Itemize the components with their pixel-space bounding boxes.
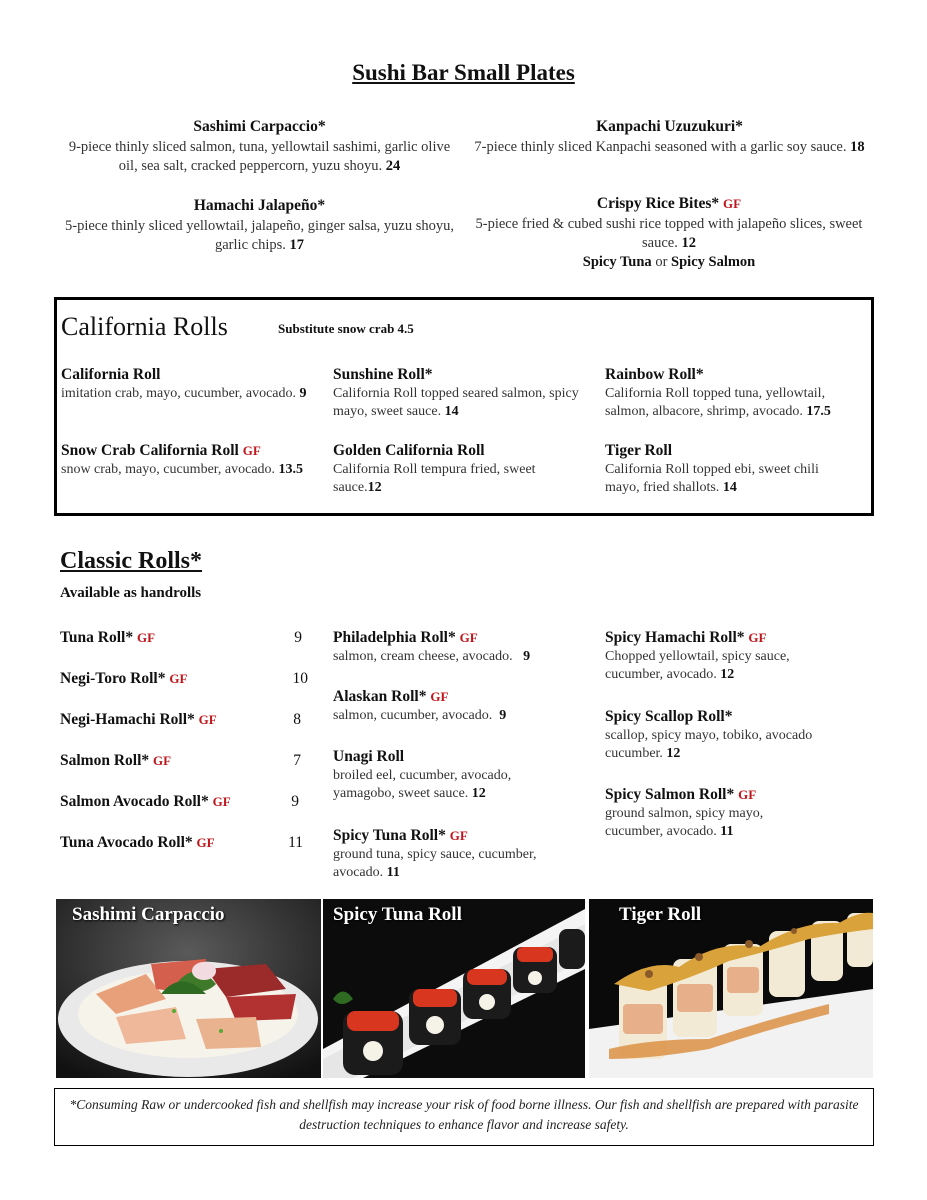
item-price: 8 [293, 711, 301, 728]
item-name: Hamachi Jalapeño* [193, 197, 326, 214]
item-price: 18 [850, 139, 865, 155]
item-name: Rainbow Roll* [605, 366, 704, 383]
item-description: 5-piece fried & cubed sushi rice topped with jalapeño slices, sweet sauce. [475, 216, 863, 251]
item-name [333, 629, 583, 647]
roll-item [61, 442, 323, 479]
item-name-text: Snow Crab California Roll [61, 442, 239, 459]
item-description: ground tuna, spicy sauce, cucumber, avocado. [333, 847, 537, 880]
item-description: broiled eel, cucumber, avocado, yamagobo, sweet sauce. [333, 768, 512, 801]
item-price: 12 [681, 235, 696, 251]
gf-badge: GF [748, 630, 767, 645]
item-description: California Roll topped tuna, yellowtail, salmon, albacore, shrimp, avocado. [605, 386, 826, 419]
gf-badge: GF [738, 787, 757, 802]
california-rolls-title: California Rolls [61, 312, 228, 341]
item-name-text: Spicy Salmon Roll* [605, 786, 735, 803]
item-name: Salmon Roll* [60, 752, 150, 769]
option-b: Spicy Salmon [671, 254, 756, 270]
item-name: Golden California Roll [333, 442, 485, 459]
roll-item [61, 366, 321, 403]
classic-left-item [60, 629, 155, 647]
item-price: 11 [288, 834, 303, 851]
item-description: California Roll tempura fried, sweet sauce. [333, 462, 536, 495]
gf-badge: GF [198, 712, 217, 727]
gf-badge: GF [723, 196, 742, 211]
item-name-text: Crispy Rice Bites* [596, 195, 720, 212]
item-name [333, 688, 583, 706]
item-description: 7-piece thinly sliced Kanpachi seasoned with a garlic soy sauce. [474, 139, 847, 155]
item-price: 17 [289, 237, 304, 253]
item-name-text: Spicy Hamachi Roll* [605, 629, 745, 646]
gf-badge: GF [430, 689, 449, 704]
item-price: 9 [294, 629, 302, 646]
item-price: 13.5 [278, 462, 304, 477]
item-price: 11 [386, 865, 400, 880]
item-name [470, 194, 868, 213]
gf-badge: GF [169, 671, 188, 686]
classic-rolls-subtitle: Available as handrolls [60, 585, 202, 601]
item-price: 9 [299, 386, 307, 401]
item-name [333, 827, 578, 845]
photo-spicy-tuna-roll [323, 899, 585, 1078]
item-name: Tiger Roll [605, 442, 673, 459]
item-name [61, 442, 323, 460]
item-name: Sashimi Carpaccio* [193, 118, 326, 135]
california-rolls-subtitle: Substitute snow crab 4.5 [278, 321, 414, 336]
item-description: scallop, spicy mayo, tobiko, avocado cucumber. [605, 728, 813, 761]
item-name: Kanpachi Uzuzukuri* [596, 118, 743, 135]
item-name: Negi-Hamachi Roll* [60, 711, 195, 728]
item-price: 12 [471, 786, 486, 801]
item-name: Sunshine Roll* [333, 366, 433, 383]
classic-middle-item [333, 748, 563, 803]
item-price: 7 [293, 752, 301, 769]
item-price: 9 [291, 793, 299, 810]
item-description: salmon, cream cheese, avocado. [333, 649, 513, 664]
item-name-text: Spicy Tuna Roll* [333, 827, 446, 844]
item-description: ground salmon, spicy mayo, cucumber, avocado. [605, 806, 764, 839]
item-name: Tuna Avocado Roll* [60, 834, 193, 851]
photo-caption: Spicy Tuna Roll [333, 904, 462, 925]
photo-sashimi-carpaccio [56, 899, 321, 1078]
disclaimer: *Consuming Raw or undercooked fish and shellfish may increase your risk of food borne illness. Our fish and shellfish are prepared with parasite destruction techniques to enhance flavor and increase safety. [54, 1088, 874, 1146]
item-description: imitation crab, mayo, cucumber, avocado. [61, 386, 297, 401]
roll-item [333, 366, 588, 421]
item-description: salmon, cucumber, avocado. [333, 708, 493, 723]
item-name: Negi-Toro Roll* [60, 670, 166, 687]
page-title: Sushi Bar Small Plates [352, 60, 575, 85]
item-name [605, 629, 835, 647]
gf-badge: GF [459, 630, 478, 645]
item-name: Salmon Avocado Roll* [60, 793, 209, 810]
item-name: Spicy Scallop Roll* [605, 708, 733, 725]
small-plate-item [470, 194, 868, 272]
option-a: Spicy Tuna [582, 254, 652, 270]
classic-left-item [60, 670, 187, 688]
item-description: snow crab, mayo, cucumber, avocado. [61, 462, 276, 477]
gf-badge: GF [242, 443, 261, 458]
classic-rolls-title: Classic Rolls* [60, 548, 203, 574]
roll-item [605, 442, 835, 497]
item-description: California Roll topped ebi, sweet chili mayo, fried shallots. [605, 462, 819, 495]
photo-caption: Tiger Roll [619, 904, 702, 925]
item-price: 12 [666, 746, 681, 761]
item-price: 11 [720, 824, 734, 839]
item-price: 9 [499, 708, 507, 723]
item-price: 12 [367, 480, 382, 495]
item-name: Unagi Roll [333, 748, 405, 765]
item-description: Chopped yellowtail, spicy sauce, cucumber, avocado. [605, 649, 790, 682]
item-price: 24 [385, 158, 401, 174]
classic-left-item [60, 752, 171, 770]
classic-right-item [605, 786, 805, 841]
classic-left-item [60, 793, 231, 811]
small-plate-item [62, 196, 457, 255]
item-price: 14 [722, 480, 737, 495]
item-name [605, 786, 805, 804]
item-price: 12 [720, 667, 735, 682]
roll-item [605, 366, 867, 421]
item-description: 9-piece thinly sliced salmon, tuna, yellowtail sashimi, garlic olive oil, sea salt, cracked peppercorn, yuzu shoyu. [68, 139, 451, 174]
gf-badge: GF [212, 794, 231, 809]
item-description: California Roll topped seared salmon, spicy mayo, sweet sauce. [333, 386, 579, 419]
classic-right-item [605, 629, 835, 684]
classic-middle-item [333, 827, 578, 882]
gf-badge: GF [136, 630, 156, 645]
item-name: California Roll [61, 366, 161, 383]
item-price: 17.5 [806, 404, 831, 419]
item-name-text: Philadelphia Roll* [333, 629, 456, 646]
item-price: 14 [444, 404, 459, 419]
item-price: 10 [292, 670, 308, 687]
classic-middle-item [333, 629, 583, 666]
gf-badge: GF [449, 828, 468, 843]
classic-middle-item [333, 688, 583, 725]
item-name-text: Alaskan Roll* [333, 688, 427, 705]
item-price: 9 [523, 649, 531, 664]
option-or: or [655, 254, 668, 270]
classic-right-item [605, 708, 850, 763]
classic-left-item [60, 834, 215, 852]
small-plate-item [472, 117, 867, 157]
photo-tiger-roll [589, 899, 873, 1078]
photo-caption: Sashimi Carpaccio [72, 904, 225, 925]
roll-item [333, 442, 538, 497]
gf-badge: GF [196, 835, 215, 850]
item-name: Tuna Roll* [60, 629, 134, 646]
item-description: 5-piece thinly sliced yellowtail, jalapeño, ginger salsa, yuzu shoyu, garlic chips. [65, 218, 454, 253]
classic-left-item [60, 711, 217, 729]
gf-badge: GF [153, 753, 172, 768]
small-plate-item [62, 117, 457, 176]
